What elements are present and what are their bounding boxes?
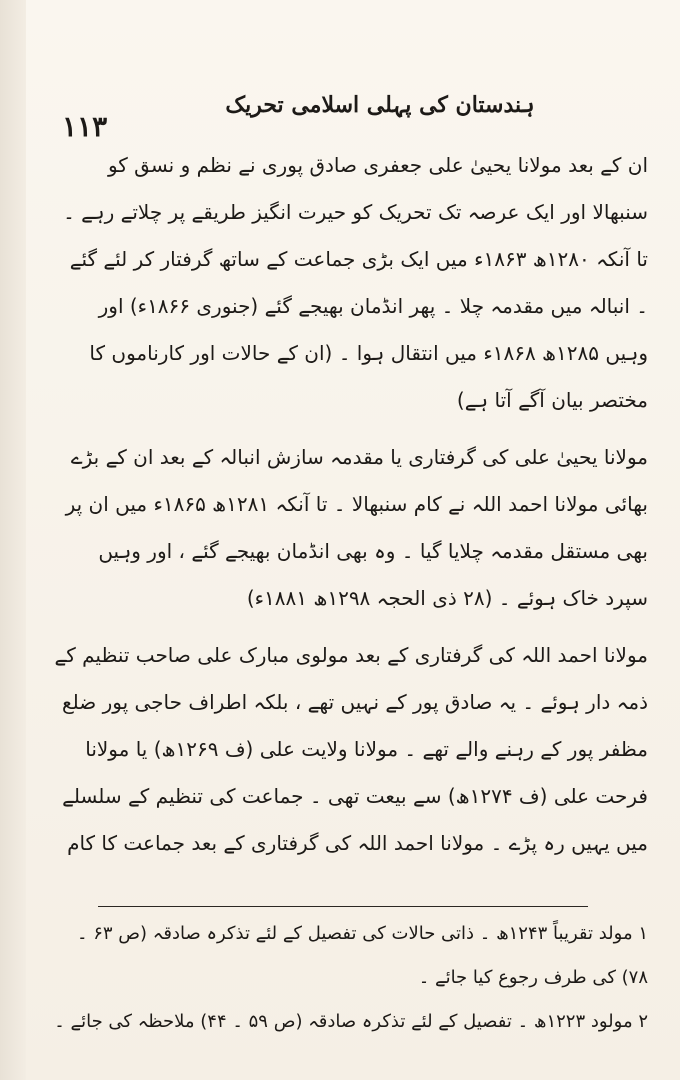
paragraph-1-block	[52, 142, 648, 424]
footnote-1: ۱ مولد تقریباً ۱۲۴۳ھ ۔ ذاتی حالات کی تفصیل کے لئے تذکرہ صادقہ (ص ۶۳ ۔ ۷۸) کی طرف رجوع کیا جائے ۔	[76, 923, 648, 988]
paragraph-2: مولانا یحییٰ علی کی گرفتاری یا مقدمہ سازش انبالہ کے بعد ان کے بڑے بھائی مولانا احمد اللہ نے کام سنبھالا ۔ تا آنکہ ۱۲۸۱ھ ۱۸۶۵ء میں ان پر بھی مستقل مقدمہ چلایا گیا ۔ وہ بھی انڈمان بھیجے گئے ، اور وہیں سپرد خاک ہوئے ۔ (۲۸ ذی الحجہ ۱۲۹۸ھ ۱۸۸۱ء)	[65, 445, 648, 610]
paragraph-1: ان کے بعد مولانا یحییٰ علی جعفری صادق پوری نے نظم و نسق کو سنبھالا اور ایک عرصہ تک تحریک کو حیرت انگیز طریقے پر چلاتے رہے ۔ تا آنکہ ۱۲۸۰ھ ۱۸۶۳ء میں ایک بڑی جماعت کے ساتھ گرفتار کر لئے گئے ۔ انبالہ میں مقدمہ چلا ۔ پھر انڈمان بھیجے گئے (جنوری ۱۸۶۶ء) اور وہیں ۱۲۸۵ھ ۱۸۶۸ء میں انتقال ہوا ۔ (ان کے حالات اور کارناموں کا مختصر بیان آگے آتا ہے)	[63, 153, 648, 412]
paragraph-2-block	[52, 434, 648, 622]
footnote-separator	[98, 906, 588, 907]
footnotes	[52, 912, 648, 1044]
page-number: ۱۱۳	[62, 110, 108, 143]
footnote-2: ۲ مولود ۱۲۲۳ھ ۔ تفصیل کے لئے تذکرہ صادقہ (ص ۵۹ ۔ ۴۴) ملاحظہ کی جائے ۔	[54, 1011, 648, 1032]
paragraph-3: مولانا احمد اللہ کی گرفتاری کے بعد مولوی مبارک علی صاحب تنظیم کے ذمہ دار ہوئے ۔ یہ صادق پور کے نہیں تھے ، بلکہ اطراف حاجی پور ضلع مظفر پور کے رہنے والے تھے ۔ مولانا ولایت علی (ف ۱۲۶۹ھ) یا مولانا فرحت علی (ف ۱۲۷۴ھ) سے بیعت تھی ۔ جماعت کی تنظیم کے سلسلے میں یہیں رہ پڑے ۔ مولانا احمد اللہ کی گرفتاری کے بعد جماعت کا کام	[54, 643, 648, 855]
page-gutter	[0, 0, 26, 1080]
paragraph-3-block	[52, 632, 648, 867]
running-title: ہندستان کی پہلی اسلامی تحریک	[225, 92, 535, 118]
